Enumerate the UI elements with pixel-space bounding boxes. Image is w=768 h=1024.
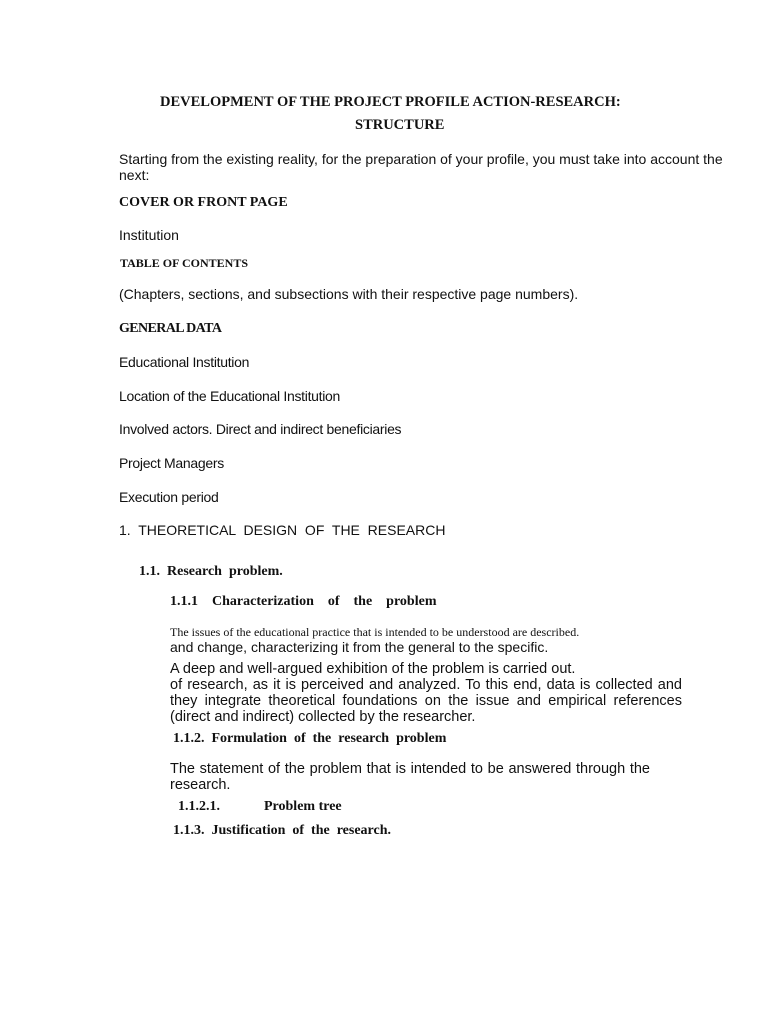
general-data-item: Execution period	[119, 489, 219, 505]
general-data-item: Involved actors. Direct and indirect beneficiaries	[119, 421, 402, 437]
section-1-1-2-1-heading	[178, 799, 342, 815]
characterization-paragraph: of research, as it is perceived and analyzed. To this end, data is collected and they integrate theoretical foundations on the issue and empirical references (direct and indirect) collected by the researcher.	[170, 677, 682, 725]
intro-line1: Starting from the existing reality, for the preparation of your profile, you must take into account the	[119, 151, 723, 167]
section-1-1-heading: 1.1. Research problem.	[139, 564, 283, 579]
characterization-text-1: The issues of the educational practice that is intended to be understood are described.	[170, 625, 580, 639]
general-data-item: Location of the Educational Institution	[119, 388, 341, 404]
section-1-1-2-heading: 1.1.2. Formulation of the research problem	[173, 731, 447, 746]
section-1-1-2-1-number: 1.1.2.1.	[178, 799, 220, 814]
characterization-text-2: and change, characterizing it from the general to the specific.	[170, 639, 549, 655]
cover-heading: COVER OR FRONT PAGE	[119, 195, 288, 210]
cover-item-institution: Institution	[119, 227, 179, 243]
toc-description: (Chapters, sections, and subsections with their respective page numbers).	[119, 286, 579, 302]
formulation-paragraph: The statement of the problem that is intended to be answered through the research.	[170, 761, 650, 793]
document-title-line2: STRUCTURE	[355, 117, 445, 133]
toc-heading: TABLE OF CONTENTS	[120, 256, 249, 270]
section-1-1-1-heading: 1.1.1 Characterization of the problem	[170, 594, 437, 609]
characterization-paragraph-line1: A deep and well-argued exhibition of the problem is carried out.	[170, 661, 576, 677]
document-title-line1: DEVELOPMENT OF THE PROJECT PROFILE ACTION-RESEARCH:	[160, 94, 621, 110]
general-data-item: Project Managers	[119, 455, 224, 471]
intro-line2: next:	[119, 167, 150, 183]
section-1-1-2-1-label: Problem tree	[264, 799, 342, 814]
section-1-1-3-heading: 1.1.3. Justification of the research.	[173, 823, 392, 838]
general-data-item: Educational Institution	[119, 354, 250, 370]
general-data-heading: GENERAL DATA	[119, 321, 222, 336]
section-1-heading: 1. THEORETICAL DESIGN OF THE RESEARCH	[119, 522, 446, 538]
